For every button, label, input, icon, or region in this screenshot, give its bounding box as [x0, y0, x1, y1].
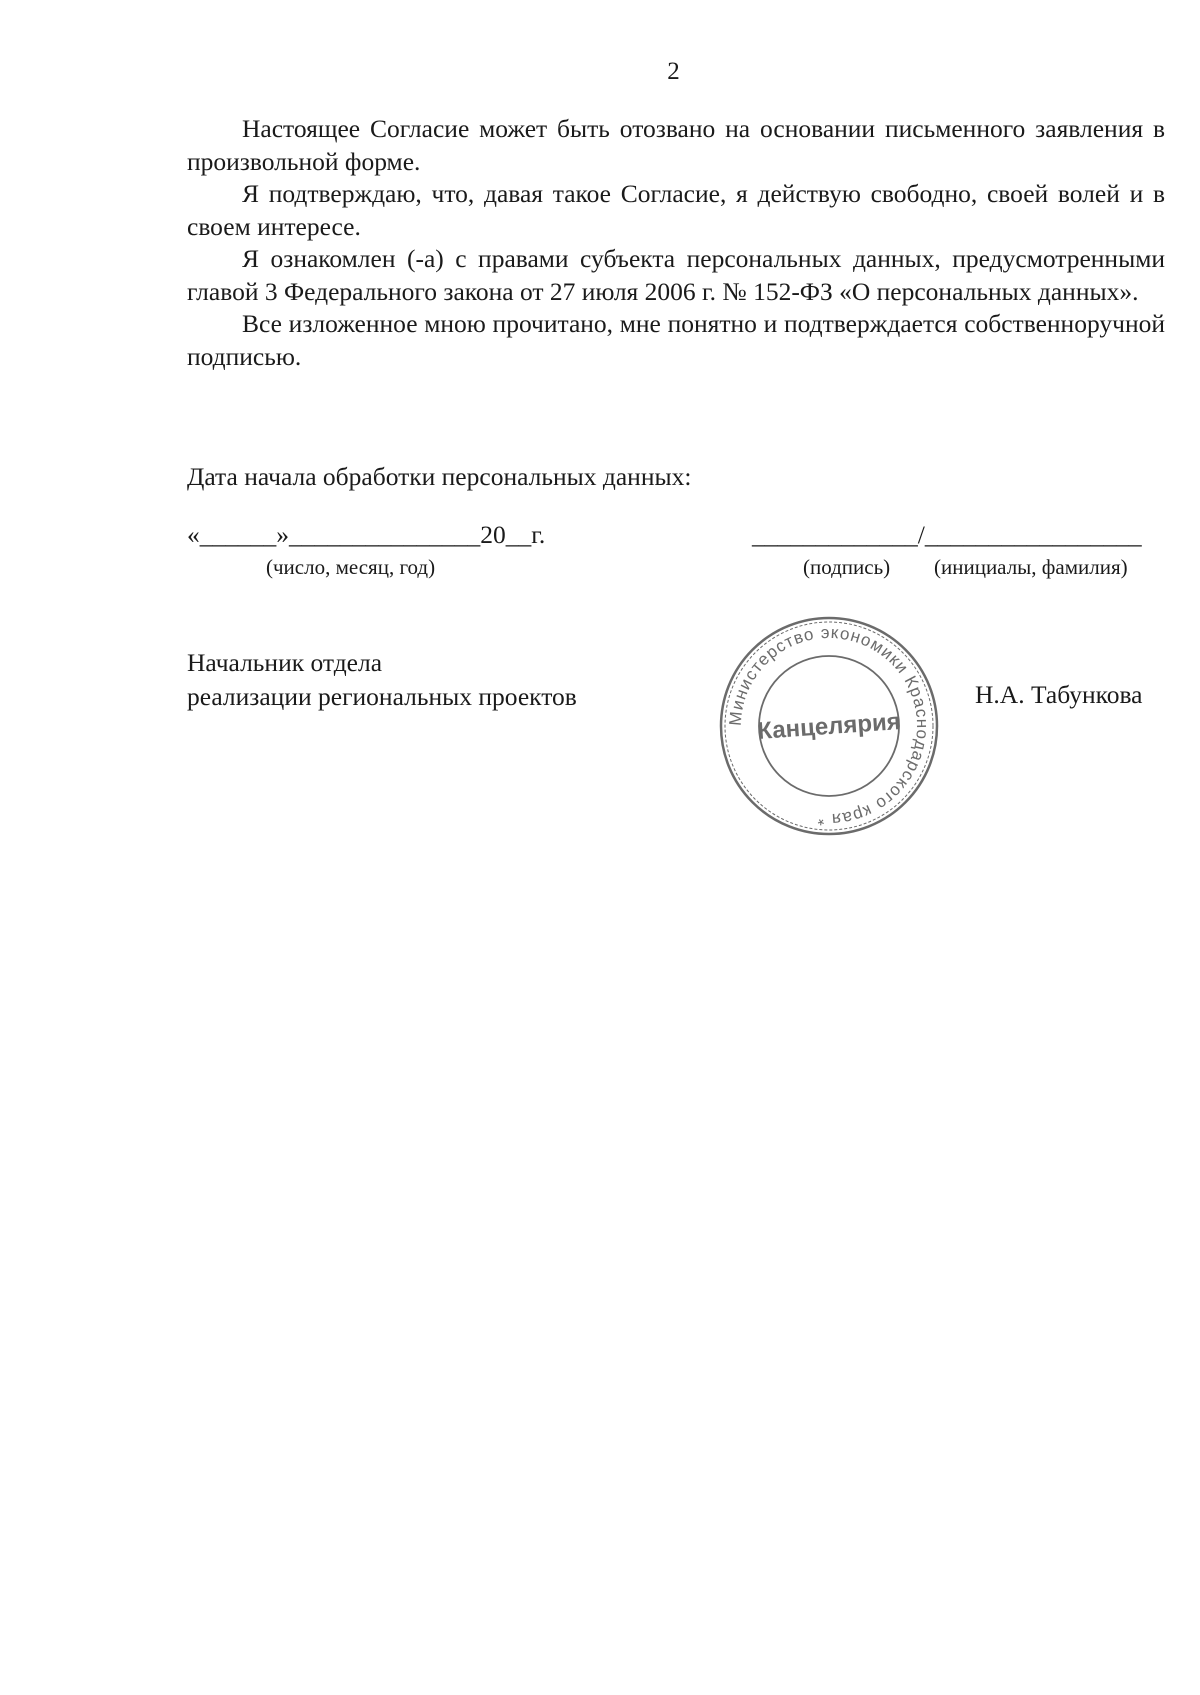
- consent-body-text: [187, 113, 1165, 373]
- position-line-2: реализации региональных проектов: [187, 682, 577, 711]
- signatory-position: [187, 646, 577, 714]
- signature-caption: (подпись): [803, 555, 891, 579]
- processing-start-date-heading: Дата начала обработки персональных данных:: [187, 462, 692, 491]
- initials-surname-caption: (инициалы, фамилия): [934, 555, 1128, 579]
- date-fill-line: «______»_______________20__г.: [187, 520, 546, 549]
- position-line-1: Начальник отдела: [187, 648, 383, 677]
- stamp-ring-text: Министерство экономики Краснодарского края *: [725, 622, 933, 830]
- signature-fill-line: _____________/_________________: [752, 520, 1142, 549]
- paragraph-free-will: Я подтверждаю, что, давая такое Согласие, я действую свободно, своей волей и в своем интересе.: [187, 179, 1165, 241]
- signatory-name: Н.А. Табункова: [975, 680, 1143, 709]
- stamp-center-text: Канцелярия: [756, 708, 902, 745]
- office-stamp: [713, 610, 945, 842]
- paragraph-confirmation: Все изложенное мною прочитано, мне понятно и подтверждается собственноручной подписью.: [187, 309, 1165, 371]
- date-caption: (число, месяц, год): [266, 555, 436, 579]
- paragraph-rights-acknowledgement: Я ознакомлен (-а) с правами субъекта персональных данных, предусмотренными главой 3 Федерального закона от 27 июля 2006 г. № 152-ФЗ «О персональных данных».: [187, 244, 1165, 306]
- paragraph-revocation: Настоящее Согласие может быть отозвано на основании письменного заявления в произвольной форме.: [187, 114, 1165, 176]
- page-number: 2: [667, 58, 680, 85]
